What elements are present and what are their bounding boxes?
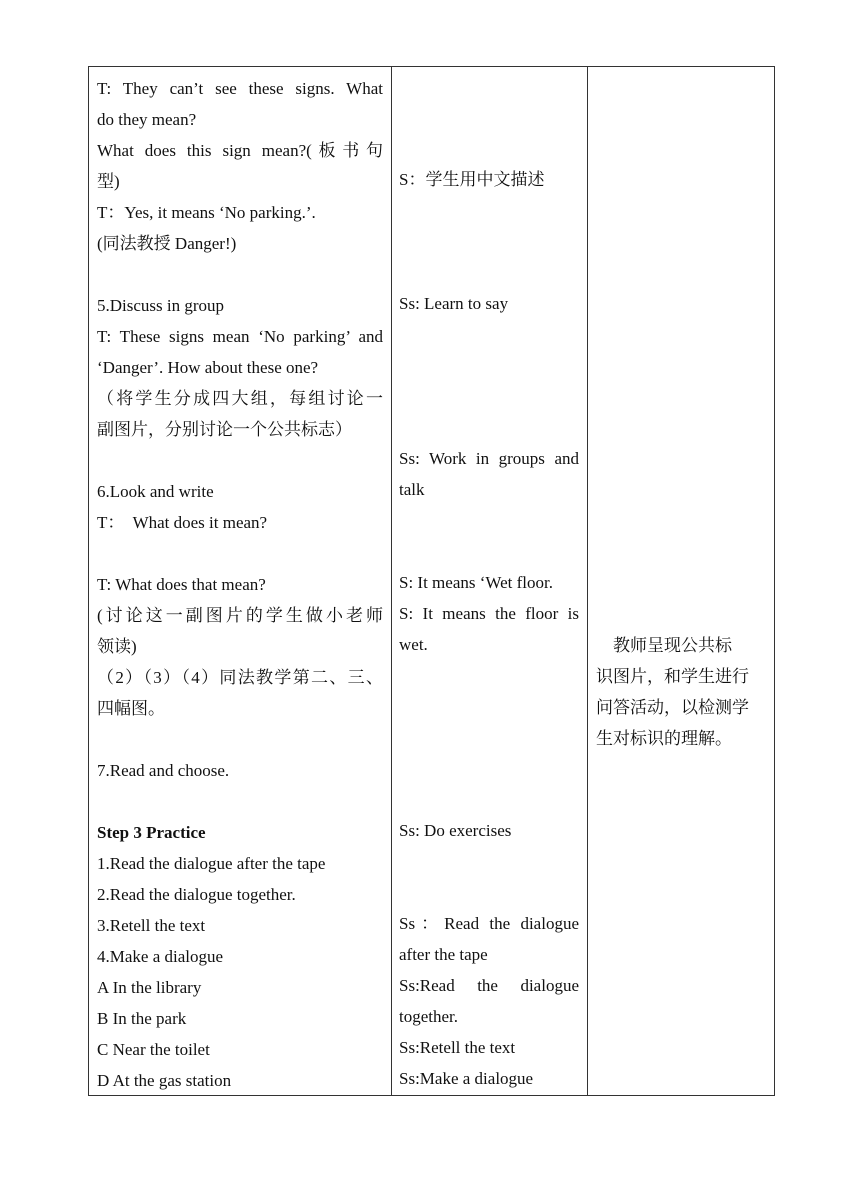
design-intent-column (596, 630, 766, 754)
text-line: T：Yes, it means ‘No parking.’. (97, 203, 316, 222)
text-line: C Near the toilet (97, 1040, 210, 1059)
text-line: (同法教授 Danger!) (97, 234, 237, 253)
text-line (399, 412, 579, 443)
text-line: D At the gas station (97, 1071, 232, 1090)
text-line (399, 846, 579, 877)
text-line (97, 724, 383, 755)
text-line: Ss：Read the dialogue (399, 914, 579, 933)
text-line (97, 445, 383, 476)
text-line: do they mean? (97, 110, 197, 129)
text-line: S: It means ‘Wet floor. (399, 573, 553, 592)
text-line: 教师呈现公共标 (596, 636, 732, 655)
text-line (399, 257, 579, 288)
text-line: T： What does it mean? (97, 513, 268, 532)
text-line: Ss: Do exercises (399, 821, 512, 840)
text-line: Ss: Work in groups and (399, 449, 579, 468)
text-line: 1.Read the dialogue after the tape (97, 854, 326, 873)
text-line: 4.Make a dialogue (97, 947, 224, 966)
text-line (399, 381, 579, 412)
section-heading: 7.Read and choose. (97, 761, 230, 780)
text-line: Ss:Read the dialogue (399, 976, 579, 995)
text-line: T: They can’t see these signs. What (97, 79, 383, 98)
text-line: after the tape (399, 945, 488, 964)
section-heading: 6.Look and write (97, 482, 214, 501)
text-line: S: It means the floor is (399, 604, 579, 623)
teacher-activity-column (97, 67, 383, 1096)
text-line: Ss:Make a dialogue (399, 1069, 534, 1088)
text-line (399, 319, 579, 350)
text-line (399, 660, 579, 691)
text-line: 领读) (97, 637, 137, 656)
text-line (97, 259, 383, 290)
text-line: 生对标识的理解。 (596, 729, 732, 748)
text-line: T: These signs mean ‘No parking’ and (97, 327, 383, 346)
text-line (399, 505, 579, 536)
text-line: 型) (97, 172, 120, 191)
section-heading: 5.Discuss in group (97, 296, 225, 315)
text-line: Ss:Retell the text (399, 1038, 516, 1057)
text-line: 四幅图。 (97, 699, 165, 718)
text-line: （将学生分成四大组，每组讨论一 (97, 389, 383, 408)
text-line: 识图片，和学生进行 (596, 667, 749, 686)
text-line: T: What does that mean? (97, 575, 266, 594)
lesson-plan-table (88, 66, 775, 1096)
text-line: wet. (399, 635, 428, 654)
text-line (399, 722, 579, 753)
step-heading: Step 3 Practice (97, 823, 206, 842)
text-line: talk (399, 480, 425, 499)
text-line: （2）（3）（4）同法教学第二、三、 (97, 668, 383, 687)
text-line: A In the library (97, 978, 202, 997)
text-line: (讨论这一副图片的学生做小老师 (97, 606, 383, 625)
text-line (399, 691, 579, 722)
text-line (399, 536, 579, 567)
text-line (399, 195, 579, 226)
text-line: 2.Read the dialogue together. (97, 885, 296, 904)
text-line: B In the park (97, 1009, 187, 1028)
text-line: together. (399, 1007, 459, 1026)
column-divider (391, 67, 392, 1095)
text-line: 3.Retell the text (97, 916, 206, 935)
student-activity-column (399, 67, 579, 1094)
text-line: 副图片，分别讨论一个公共标志） (97, 420, 352, 439)
text-line (399, 350, 579, 381)
text-line: What does this sign mean?(板书句 (97, 141, 383, 160)
text-line: 问答活动，以检测学 (596, 698, 749, 717)
text-line: S：学生用中文描述 (399, 170, 545, 189)
text-line (97, 538, 383, 569)
text-line: ‘Danger’. How about these one? (97, 358, 319, 377)
text-line: Ss: Learn to say (399, 294, 509, 313)
text-line (399, 877, 579, 908)
column-divider (587, 67, 588, 1095)
text-line (399, 753, 579, 784)
text-line (97, 786, 383, 817)
text-line (399, 784, 579, 815)
text-line (399, 226, 579, 257)
